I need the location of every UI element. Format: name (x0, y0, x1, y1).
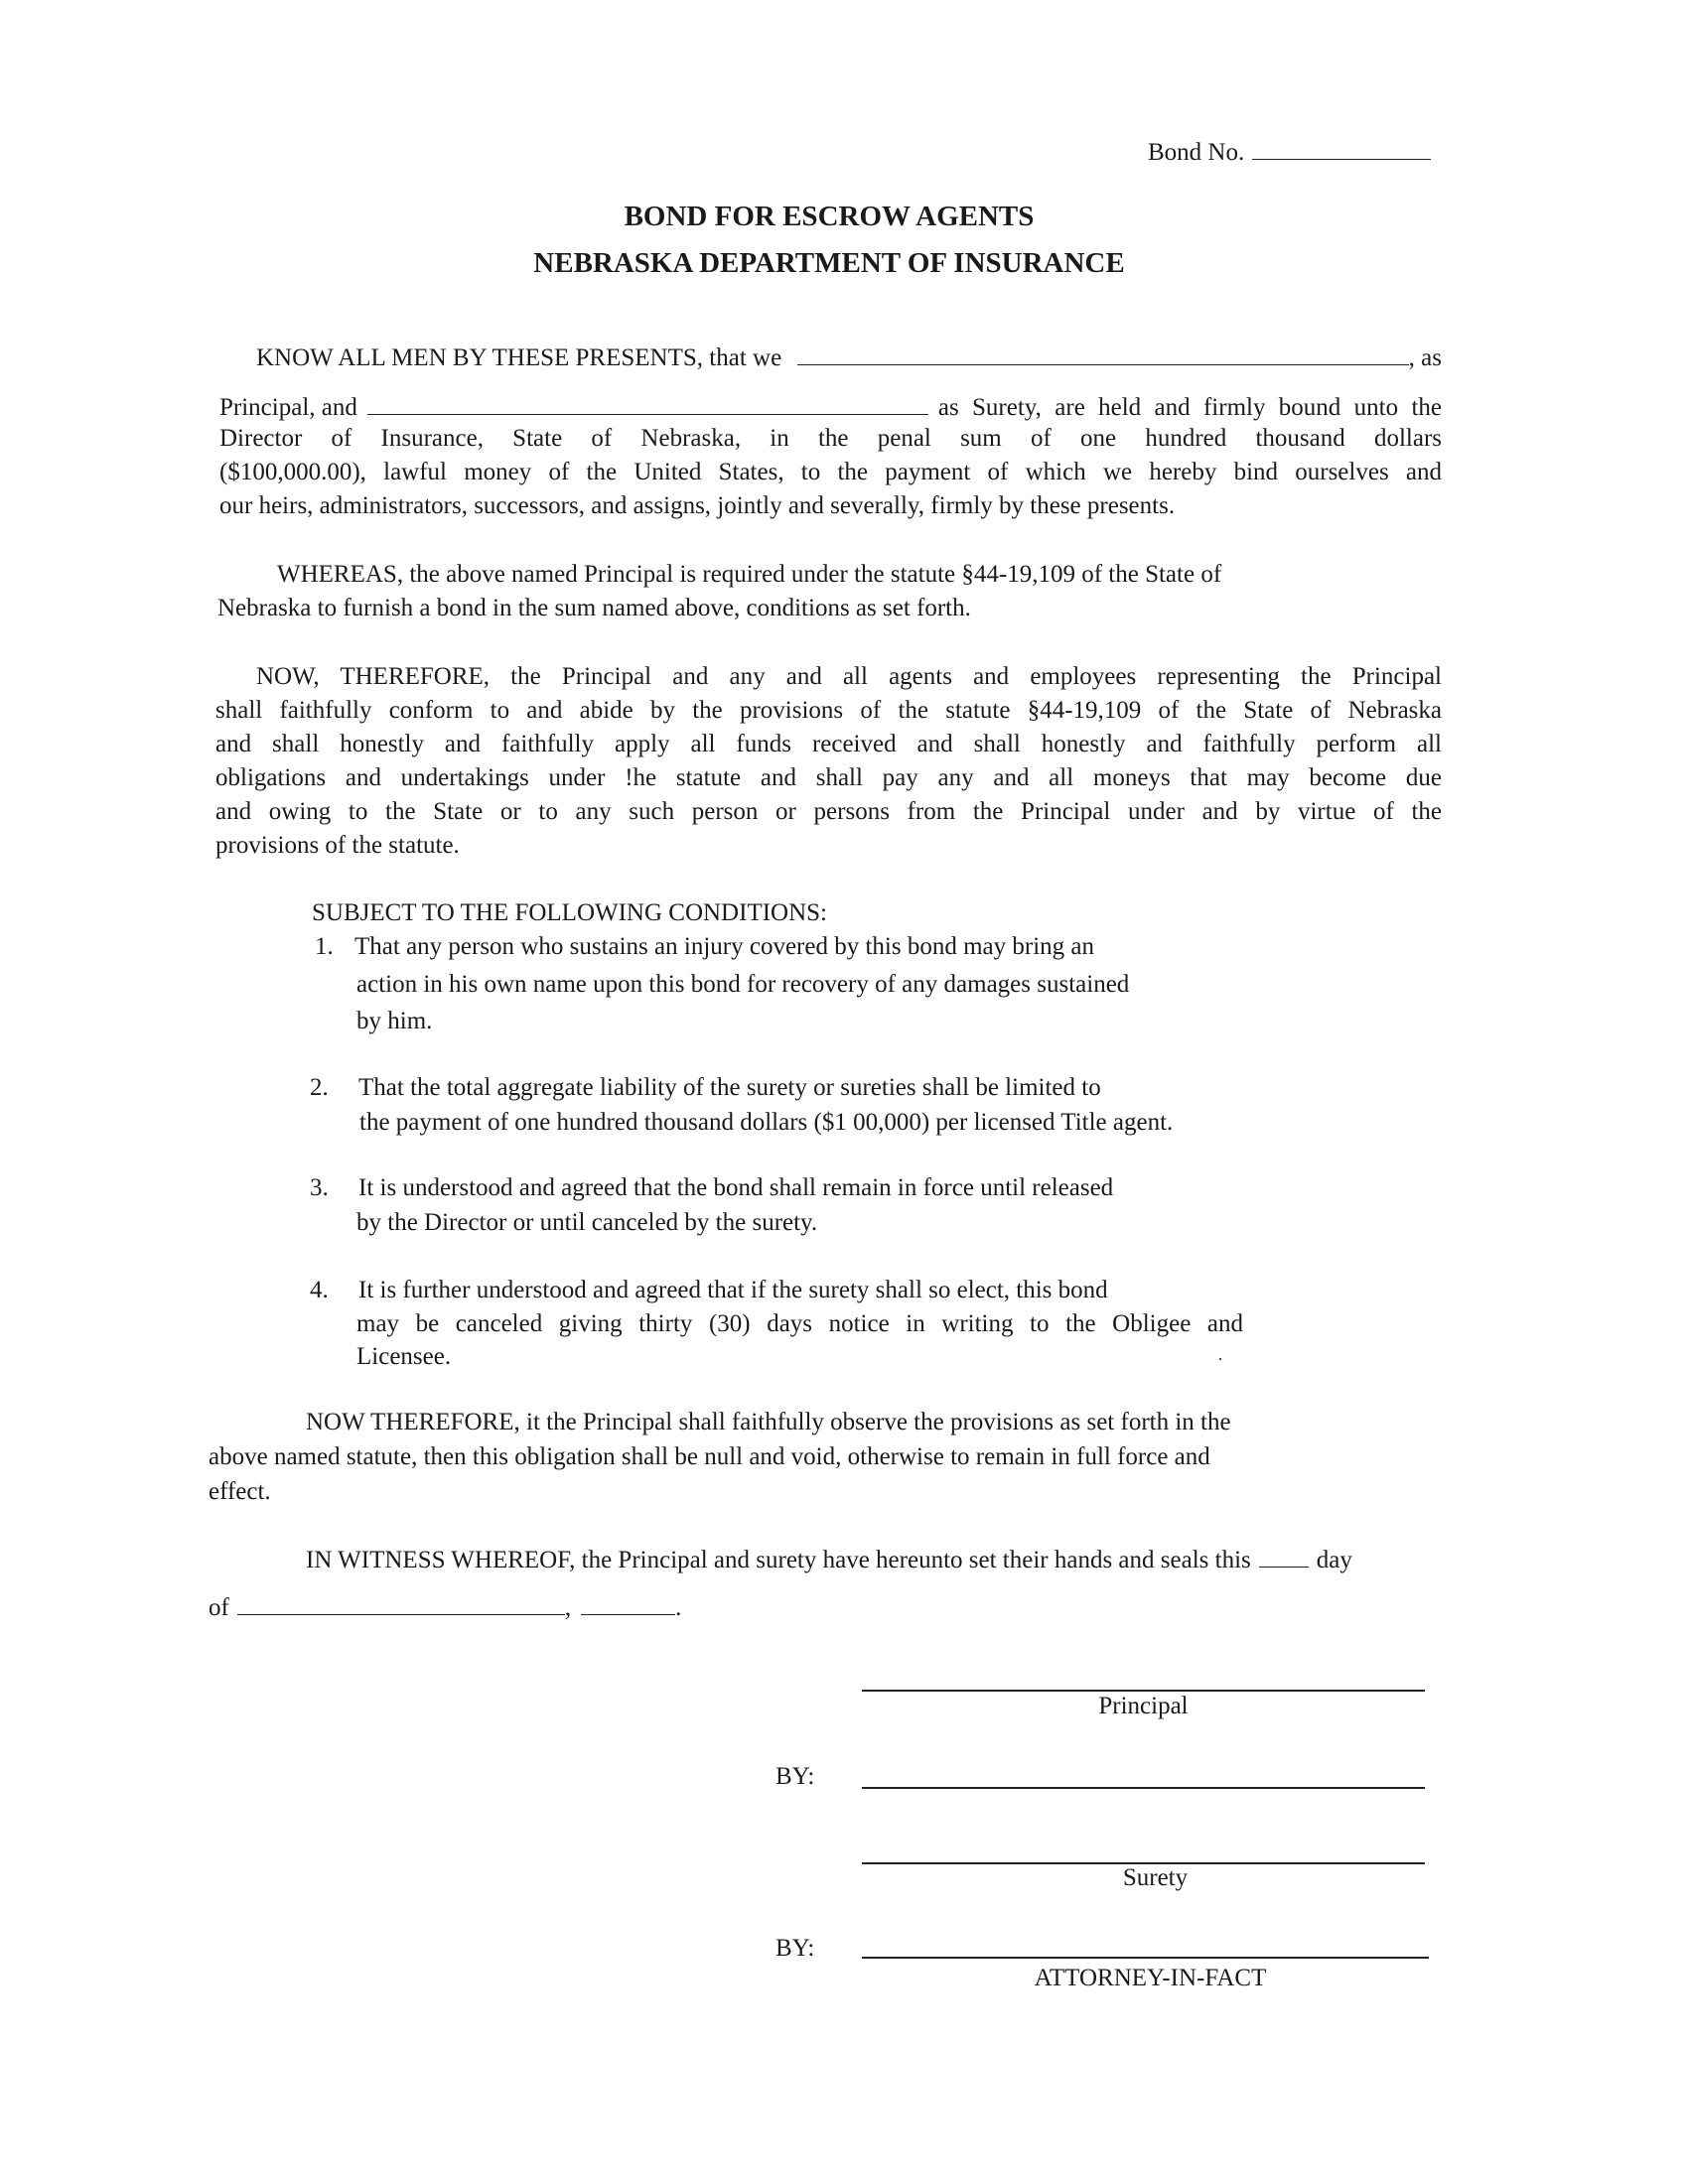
document-subtitle: NEBRASKA DEPARTMENT OF INSURANCE (533, 247, 1125, 279)
whereas-line: WHEREAS, the above named Principal is required under the statute §44-19,109 of the State of (277, 561, 1222, 588)
principal-and-text: Principal, and (219, 394, 357, 421)
condition-line: It is understood and agreed that the bond shall remain in force until released (358, 1174, 1114, 1201)
condition-line: It is further understood and agreed that if the surety shall so elect, this bond (358, 1277, 1108, 1303)
period-text: . (675, 1594, 682, 1621)
of-text: of (209, 1594, 229, 1621)
para1-line: ($100,000.00), lawful money of the United States, to the payment of which we hereby bind ourselves and (219, 459, 1442, 485)
surety-label: Surety (1122, 1864, 1189, 1891)
condition-number: 2. (310, 1074, 329, 1101)
now-therefore-line: shall faithfully conform to and abide by the provisions of the statute §44-19,109 of the State of Nebraska (215, 697, 1442, 724)
day-field[interactable] (1259, 1541, 1309, 1568)
conditions-heading: SUBJECT TO THE FOLLOWING CONDITIONS: (312, 899, 827, 926)
as-text: , as (1408, 344, 1442, 371)
know-all-men-text: KNOW ALL MEN BY THESE PRESENTS, that we (256, 344, 782, 371)
witness-line (306, 1541, 1352, 1574)
day-text: day (1316, 1547, 1352, 1573)
whereas-line: Nebraska to furnish a bond in the sum named above, conditions as set forth. (217, 595, 971, 621)
bond-no-label: Bond No. (1148, 139, 1245, 166)
condition-line: by him. (356, 1008, 433, 1034)
as-surety-text: as Surety, are held and firmly bound unto the (937, 394, 1442, 421)
condition-line: the payment of one hundred thousand dollars ($1 00,000) per licensed Title agent. (359, 1109, 1174, 1136)
para1-line: Director of Insurance, State of Nebraska, in the penal sum of one hundred thousand dollars (219, 425, 1442, 452)
stray-dot (1219, 1358, 1221, 1360)
surety-name-field[interactable] (367, 388, 928, 415)
bond-number (1148, 133, 1431, 167)
by-label: BY: (775, 1763, 815, 1790)
bond-no-field[interactable] (1252, 133, 1431, 160)
attorney-signature-line[interactable] (862, 1957, 1429, 1959)
condition-line: That any person who sustains an injury covered by this bond may bring an (354, 933, 1094, 960)
condition-line: may be canceled giving thirty (30) days notice in writing to the Obligee and (356, 1310, 1243, 1337)
principal-name-field[interactable] (797, 339, 1409, 365)
para1-line: our heirs, administrators, successors, and assigns, jointly and severally, firmly by these presents. (219, 492, 1176, 519)
principal-label: Principal (1098, 1693, 1189, 1719)
condition-number: 4. (310, 1277, 329, 1303)
by-label: BY: (775, 1935, 815, 1962)
condition-line: action in his own name upon this bond for recovery of any damages sustained (356, 971, 1130, 998)
closing-line: NOW THEREFORE, it the Principal shall faithfully observe the provisions as set forth in the (306, 1409, 1231, 1435)
attorney-in-fact-label: ATTORNEY-IN-FACT (1034, 1965, 1267, 1991)
witness-text: IN WITNESS WHEREOF, the Principal and surety have hereunto set their hands and seals this (306, 1547, 1251, 1573)
condition-number: 3. (310, 1174, 329, 1201)
witness-date-line (209, 1588, 681, 1622)
now-therefore-line: and owing to the State or to any such person or persons from the Principal under and by virtue of the (215, 798, 1442, 825)
condition-line: That the total aggregate liability of the surety or sureties shall be limited to (358, 1074, 1101, 1101)
now-therefore-line: obligations and undertakings under !he statute and shall pay any and all moneys that may become due (215, 764, 1442, 791)
comma-text: , (564, 1594, 572, 1621)
condition-number: 1. (315, 933, 334, 960)
document-title: BOND FOR ESCROW AGENTS (624, 201, 1035, 232)
closing-line: above named statute, then this obligation shall be null and void, otherwise to remain in full force and (209, 1443, 1210, 1470)
now-therefore-line: and shall honestly and faithfully apply all funds received and shall honestly and faithfully perform all (215, 731, 1442, 757)
closing-line: effect. (209, 1478, 271, 1505)
know-all-men-line (256, 339, 1442, 372)
now-therefore-line: provisions of the statute. (215, 832, 460, 859)
now-therefore-line: NOW, THEREFORE, the Principal and any and all agents and employees representing the Principal (256, 663, 1442, 690)
month-field[interactable] (237, 1588, 565, 1615)
surety-line (219, 388, 1442, 422)
year-field[interactable] (581, 1588, 675, 1615)
condition-line: by the Director or until canceled by the surety. (356, 1209, 818, 1236)
condition-line: Licensee. (356, 1343, 452, 1370)
principal-by-signature-line[interactable] (862, 1787, 1425, 1789)
